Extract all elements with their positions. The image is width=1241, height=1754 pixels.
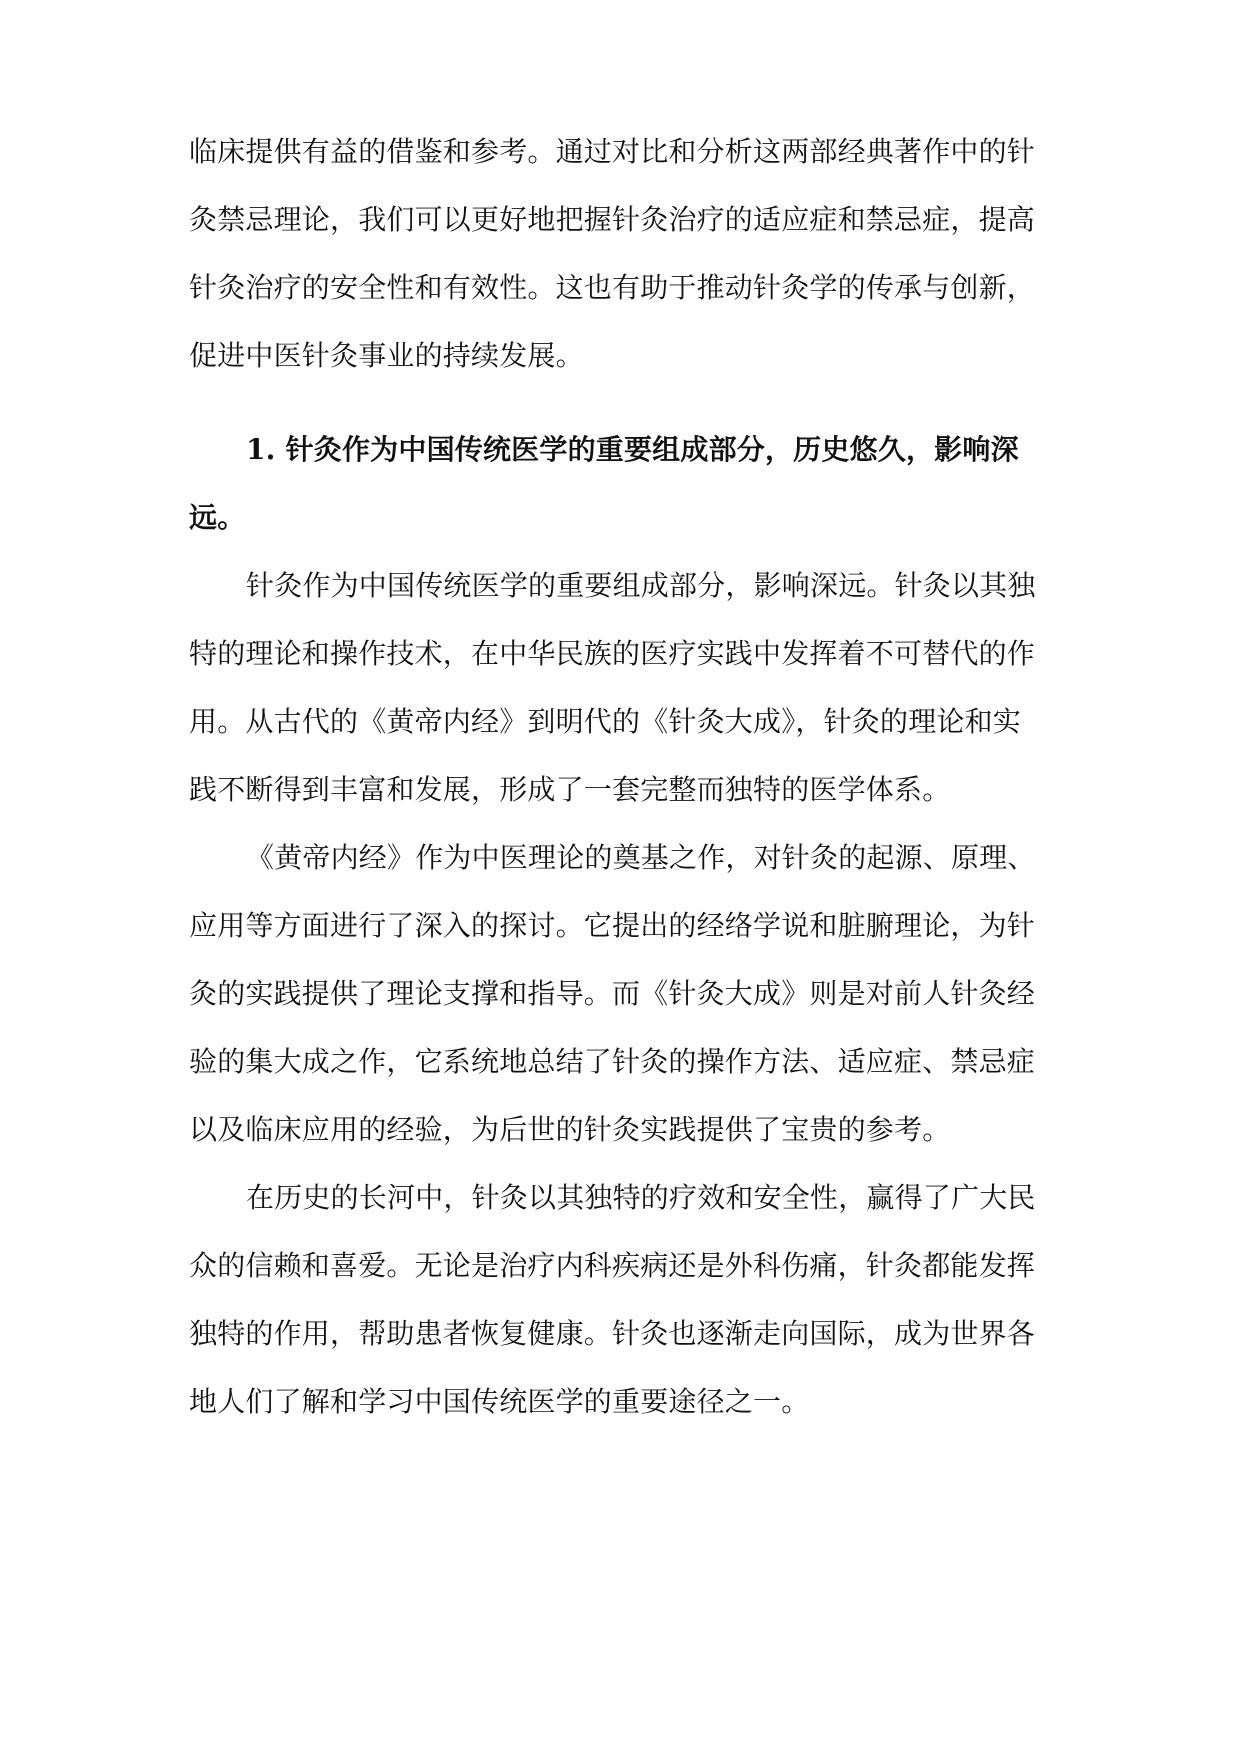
intro-line-1: 临床提供有益的借鉴和参考。通过对比和分析这两部经典著作中的针 [189,135,1036,168]
paragraph-1-line-4: 践不断得到丰富和发展，形成了一套完整而独特的医学体系。 [189,773,951,806]
paragraph-2-line-3: 灸的实践提供了理论支撑和指导。而《针灸大成》则是对前人针灸经 [189,977,1036,1010]
paragraph-2-line-2: 应用等方面进行了深入的探讨。它提出的经络学说和脏腑理论，为针 [189,909,1036,942]
section-heading-line-2: 远。 [189,501,246,534]
paragraph-3-line-3: 独特的作用，帮助患者恢复健康。针灸也逐渐走向国际，成为世界各 [189,1317,1036,1350]
intro-line-4: 促进中医针灸事业的持续发展。 [189,339,584,372]
intro-line-3: 针灸治疗的安全性和有效性。这也有助于推动针灸学的传承与创新， [189,271,1036,304]
paragraph-1-line-2: 特的理论和操作技术，在中华民族的医疗实践中发挥着不可替代的作 [189,637,1036,670]
paragraph-3-line-1: 在历史的长河中，针灸以其独特的疗效和安全性，赢得了广大民 [246,1181,1036,1214]
paragraph-2-line-1: 《黄帝内经》作为中医理论的奠基之作，对针灸的起源、原理、 [246,841,1036,874]
intro-line-2: 灸禁忌理论，我们可以更好地把握针灸治疗的适应症和禁忌症，提高 [189,203,1036,236]
paragraph-2-line-4: 验的集大成之作，它系统地总结了针灸的操作方法、适应症、禁忌症 [189,1045,1036,1078]
paragraph-3-line-4: 地人们了解和学习中国传统医学的重要途径之一。 [189,1385,810,1418]
paragraph-3-line-2: 众的信赖和喜爱。无论是治疗内科疾病还是外科伤痛，针灸都能发挥 [189,1249,1036,1282]
paragraph-1-line-3: 用。从古代的《黄帝内经》到明代的《针灸大成》，针灸的理论和实 [189,705,1022,738]
paragraph-1-line-1: 针灸作为中国传统医学的重要组成部分，影响深远。针灸以其独 [246,569,1036,602]
section-heading-line-1: 1. 针灸作为中国传统医学的重要组成部分，历史悠久，影响深 [246,433,1019,466]
paragraph-2-line-5: 以及临床应用的经验，为后世的针灸实践提供了宝贵的参考。 [189,1113,951,1146]
